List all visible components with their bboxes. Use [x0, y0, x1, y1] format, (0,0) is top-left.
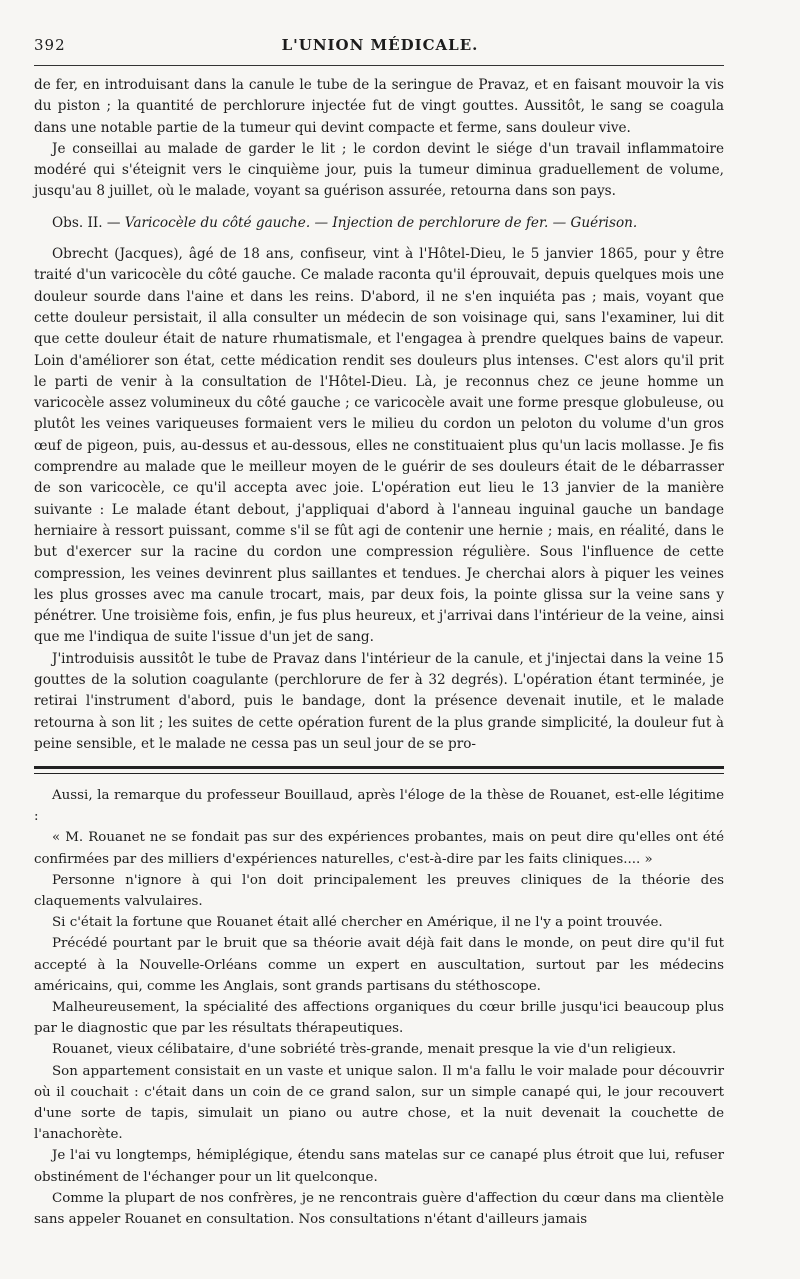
article-paragraph: de fer, en introduisant dans la canule le tube de la seringue de Pravaz, et en faisant mouvoir la vis du piston ; la quantité de perchlorure injectée fut de vingt gouttes. Aussitôt, le sang se coagula dans une notable partie de la tumeur qui devint compacte et ferme, sans douleur vive. [34, 77, 724, 136]
page-number: 392 [34, 36, 66, 54]
feuilleton-paragraph: Son appartement consistait en un vaste et unique salon. Il m'a fallu le voir malade pour découvrir où il couchait : c'était dans un coin de ce grand salon, sur un simple canapé qui, le jour recouvert d'une sorte de tapis, simulait un piano ou autre chose, et la nuit devenait la couchette de l'anachorète. [34, 1063, 724, 1143]
article-paragraph: J'introduisis aussitôt le tube de Pravaz dans l'intérieur de la canule, et j'injectai dans la veine 15 gouttes de la solution coagulante (perchlorure de fer à 32 degrés). L'opération étant terminée, je retirai l'instrument d'abord, puis le bandage, dont la présence devenait inutile, et le malade retourna à son lit ; les suites de cette opération furent de la plus grande simplicité, la douleur fut à peine sensible, et le malade ne cessa pas un seul jour de se pro- [34, 650, 724, 752]
feuilleton-paragraph: Rouanet, vieux célibataire, d'une sobriété très-grande, menait presque la vie d'un religieux. [52, 1042, 677, 1058]
feuilleton-paragraph: Aussi, la remarque du professeur Bouillaud, après l'éloge de la thèse de Rouanet, est-elle légitime : [34, 788, 724, 825]
feuilleton-paragraph: « M. Rouanet ne se fondait pas sur des expériences probantes, mais on peut dire qu'elles ont été confirmées par des milliers d'expériences naturelles, c'est-à-dire par les faits cliniques.... » [34, 830, 724, 867]
journal-title: L'UNION MÉDICALE. [281, 36, 479, 54]
feuilleton [34, 785, 724, 1230]
article-paragraph: Obrecht (Jacques), âgé de 18 ans, confiseur, vint à l'Hôtel-Dieu, le 5 janvier 1865, pour y être traité d'un varicocèle du côté gauche. Ce malade raconta qu'il éprouvait, depuis quelques mois une douleur sourde dans l'aine et dans les reins. D'abord, il ne s'en inquiéta pas ; mais, voyant que cette douleur persistait, il alla consulter un médecin de son voisinage qui, sans l'examiner, lui dit que cette douleur était de nature rhumatismale, et l'engagea à prendre quelques bains de vapeur. Loin d'améliorer son état, cette médication rendit ses douleurs plus intenses. C'est alors qu'il prit le parti de venir à la consultation de l'Hôtel-Dieu. Là, je reconnus chez ce jeune homme un varicocèle assez volumineux du côté gauche ; ce varicocèle avait une forme presque globuleuse, ou plutôt les veines variqueuses formaient vers le milieu du cordon un peloton du volume d'un gros œuf de pigeon, puis, au-dessus et au-dessous, elles ne constituaient plus qu'un lacis mollasse. Je fis comprendre au malade que le meilleur moyen de le guérir de ses douleurs était de le débarrasser de son varicocèle, ce qu'il accepta avec joie. L'opération eut lieu le 13 janvier de la manière suivante : Le malade étant debout, j'appliquai d'abord à l'anneau inguinal gauche un bandage herniaire à ressort puissant, comme s'il se fût agi de contenir une hernie ; mais, en réalité, dans le but d'exercer sur la racine du cordon une compression régulière. Sous l'influence de cette compression, les veines devinrent plus saillantes et tendues. Je cherchai alors à piquer les veines les plus grosses avec ma canule trocart, mais, par deux fois, la pointe glissa sur la veine sans y pénétrer. Une troisième fois, enfin, je fus plus heureux, et j'arrivai dans l'intérieur de la veine, ainsi que me l'indiqua de suite l'issue d'un jet de sang. [34, 246, 724, 646]
feuilleton-separator-thin [34, 773, 724, 774]
observation-label: Obs. II. [52, 214, 103, 231]
feuilleton-paragraph: Malheureusement, la spécialité des affections organiques du cœur brille jusqu'ici beaucoup plus par le diagnostic que par les résultats thérapeutiques. [34, 1000, 724, 1037]
feuilleton-paragraph: Précédé pourtant par le bruit que sa théorie avait déjà fait dans le monde, on peut dire qu'il fut accepté à la Nouvelle-Orléans comme un expert en auscultation, surtout par les médecins américains, qui, comme les Anglais, sont grands partisans du stéthoscope. [34, 936, 724, 994]
article-paragraph: Je conseillai au malade de garder le lit ; le cordon devint le siége d'un travail inflammatoire modéré qui s'éteignit vers le cinquième jour, puis la tumeur diminua graduellement de volume, jusqu'au 8 juillet, où le malade, voyant sa guérison assurée, retourna dans son pays. [34, 140, 724, 200]
feuilleton-paragraph: Comme la plupart de nos confrères, je ne rencontrais guère d'affection du cœur dans ma clientèle sans appeler Rouanet en consultation. Nos consultations n'étant d'ailleurs jamais [34, 1190, 724, 1228]
feuilleton-paragraph: Si c'était la fortune que Rouanet était allé chercher en Amérique, il ne l'y a point trouvée. [52, 915, 663, 931]
main-article [34, 75, 724, 755]
header-rule [34, 65, 724, 66]
feuilleton-paragraph: Je l'ai vu longtemps, hémiplégique, étendu sans matelas sur ce canapé plus étroit que lui, refuser obstinément de l'échanger pour un lit quelconque. [34, 1148, 724, 1185]
observation-heading: Obs. II. — Varicocèle du côté gauche. — Injection de perchlorure de fer. — Guérison. [52, 214, 638, 231]
feuilleton-paragraph: Personne n'ignore à qui l'on doit principalement les preuves cliniques de la théorie des claquements valvulaires. [34, 872, 724, 910]
page-header [34, 36, 726, 58]
observation-title: Varicocèle du côté gauche. — Injection de perchlorure de fer. — Guérison. [124, 214, 638, 231]
feuilleton-separator [34, 766, 724, 769]
